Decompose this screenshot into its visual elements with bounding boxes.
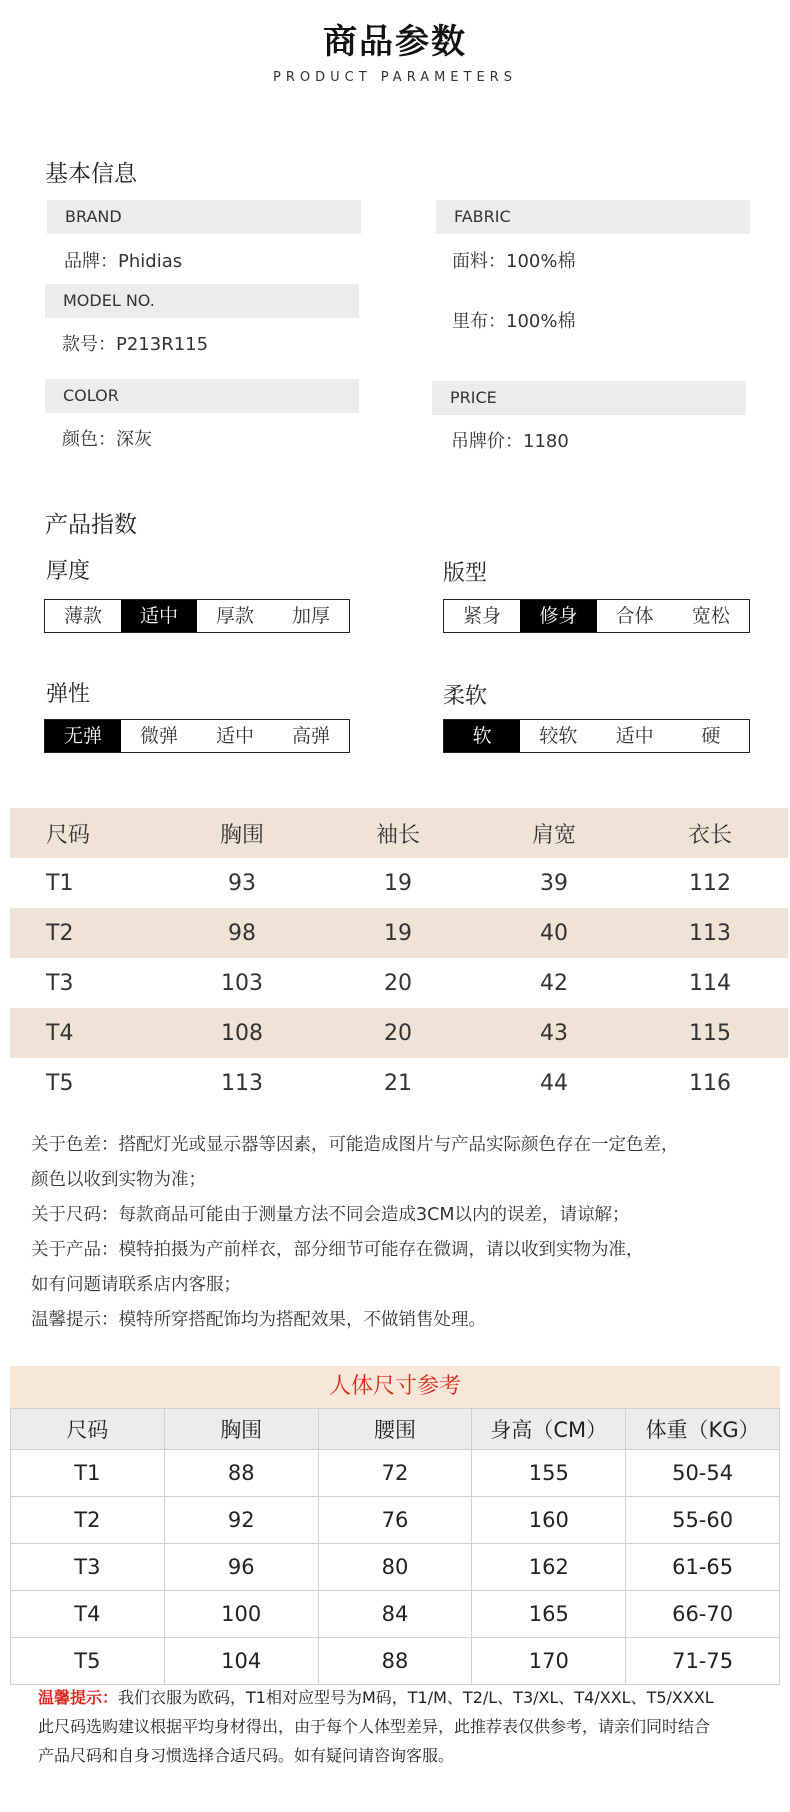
- price-value: 吊牌价：1180: [451, 431, 569, 452]
- body-cell: T1: [11, 1450, 165, 1497]
- size-cell: 40: [540, 920, 568, 946]
- notes: [31, 1128, 781, 1338]
- size-cell: 43: [540, 1020, 568, 1046]
- body-header-cell: 腰围: [318, 1409, 472, 1450]
- size-cell: 114: [689, 970, 731, 996]
- price-label: PRICE: [432, 381, 746, 415]
- size-cell: T5: [46, 1070, 74, 1096]
- size-cell: 42: [540, 970, 568, 996]
- size-cell: 115: [689, 1020, 731, 1046]
- elasticity-option: 微弹: [139, 725, 178, 747]
- fabric-label: FABRIC: [436, 200, 750, 234]
- fit-option: 修身: [520, 600, 596, 632]
- size-header-cell: 袖长: [375, 822, 420, 848]
- size-cell: 93: [228, 870, 256, 896]
- body-cell: 76: [318, 1497, 472, 1544]
- size-cell: 20: [384, 970, 412, 996]
- size-table: [10, 808, 788, 1108]
- size-cell: 108: [221, 1020, 263, 1046]
- model-value: 款号：P213R115: [62, 334, 209, 355]
- model-label: MODEL NO.: [45, 284, 359, 318]
- tip-line-1: 我们衣服为欧码，T1相对应型号为M码，T1/M、T2/L、T3/XL、T4/XXL、T5/XXXL: [118, 1688, 714, 1707]
- body-reference-title: 人体尺寸参考: [10, 1366, 780, 1408]
- body-table-row: [11, 1450, 780, 1497]
- size-cell: T1: [46, 870, 74, 896]
- size-cell: T4: [46, 1020, 74, 1046]
- size-table-row: [10, 958, 788, 1008]
- fit-option: 合体: [615, 605, 654, 627]
- body-cell: 104: [164, 1638, 318, 1685]
- size-cell: T2: [46, 920, 74, 946]
- size-table-row: [10, 858, 788, 908]
- note-line: 关于尺码：每款商品可能由于测量方法不同会造成3CM以内的误差，请谅解；: [31, 1205, 630, 1225]
- body-cell: 71-75: [626, 1638, 780, 1685]
- elasticity-option: 适中: [215, 725, 254, 747]
- body-header-cell: 身高（CM）: [472, 1409, 626, 1450]
- size-cell: 39: [540, 870, 568, 896]
- size-cell: 113: [689, 920, 731, 946]
- body-cell: 55-60: [626, 1497, 780, 1544]
- lining-value: 里布：100%棉: [452, 311, 576, 332]
- body-cell: 80: [318, 1544, 472, 1591]
- product-index-heading: 产品指数: [45, 512, 137, 538]
- elasticity-option: 高弹: [291, 725, 330, 747]
- thickness-scale: [44, 599, 350, 633]
- body-cell: T4: [11, 1591, 165, 1638]
- page-title: 商品参数: [323, 22, 467, 62]
- body-table-row: [11, 1544, 780, 1591]
- size-header-cell: 胸围: [219, 822, 264, 848]
- body-cell: 96: [164, 1544, 318, 1591]
- thickness-option: 适中: [121, 600, 197, 632]
- size-cell: 98: [228, 920, 256, 946]
- size-cell: 21: [384, 1070, 412, 1096]
- elasticity-label: 弹性: [46, 682, 91, 707]
- brand-value: 品牌：Phidias: [64, 251, 183, 272]
- size-table-row: [10, 908, 788, 958]
- body-header-cell: 胸围: [164, 1409, 318, 1450]
- body-cell: 50-54: [626, 1450, 780, 1497]
- fit-label: 版型: [443, 561, 488, 586]
- body-cell: 165: [472, 1591, 626, 1638]
- body-reference-table: [10, 1408, 780, 1685]
- body-table-row: [11, 1638, 780, 1685]
- size-cell: 44: [540, 1070, 568, 1096]
- body-cell: 162: [472, 1544, 626, 1591]
- size-header-cell: 衣长: [687, 822, 732, 848]
- size-cell: T3: [46, 970, 74, 996]
- fit-option: 宽松: [691, 605, 730, 627]
- thickness-option: 厚款: [215, 605, 254, 627]
- elasticity-scale: [44, 719, 350, 753]
- softness-option: 硬: [701, 725, 721, 747]
- size-table-row: [10, 1008, 788, 1058]
- color-label: COLOR: [45, 379, 359, 413]
- softness-option: 软: [444, 720, 520, 752]
- note-line: 温馨提示：模特所穿搭配饰均为搭配效果，不做销售处理。: [31, 1310, 486, 1330]
- softness-label: 柔软: [443, 684, 488, 709]
- body-header-cell: 体重（KG）: [626, 1409, 780, 1450]
- size-cell: 19: [384, 920, 412, 946]
- size-cell: 20: [384, 1020, 412, 1046]
- body-cell: 66-70: [626, 1591, 780, 1638]
- size-header-cell: 尺码: [46, 822, 91, 848]
- size-table-row: [10, 1058, 788, 1108]
- note-line: 如有问题请联系店内客服；: [31, 1275, 241, 1295]
- tip-line-2: 此尺码选购建议根据平均身材得出，由于每个人体型差异，此推荐表仅供参考，请亲们同时结合: [38, 1717, 711, 1736]
- body-cell: 160: [472, 1497, 626, 1544]
- note-line: 关于产品：模特拍摄为产前样衣，部分细节可能存在微调，请以收到实物为准，: [31, 1240, 644, 1260]
- body-cell: 155: [472, 1450, 626, 1497]
- body-header-cell: 尺码: [11, 1409, 165, 1450]
- size-cell: 116: [689, 1070, 731, 1096]
- softness-scale: [443, 719, 750, 753]
- body-table-row: [11, 1591, 780, 1638]
- body-cell: 84: [318, 1591, 472, 1638]
- size-table-header: [10, 808, 788, 858]
- thickness-label: 厚度: [46, 559, 91, 584]
- size-header-cell: 肩宽: [531, 822, 576, 848]
- body-cell: T5: [11, 1638, 165, 1685]
- size-cell: 112: [689, 870, 731, 896]
- body-cell: 170: [472, 1638, 626, 1685]
- note-line: 关于色差：搭配灯光或显示器等因素，可能造成图片与产品实际颜色存在一定色差，: [31, 1135, 679, 1155]
- body-cell: T3: [11, 1544, 165, 1591]
- size-cell: 103: [221, 970, 263, 996]
- size-cell: 113: [221, 1070, 263, 1096]
- softness-option: 较软: [539, 725, 578, 747]
- body-cell: 72: [318, 1450, 472, 1497]
- thickness-option: 加厚: [291, 605, 330, 627]
- tip-label: 温馨提示：: [38, 1688, 119, 1707]
- body-table-row: [11, 1497, 780, 1544]
- basic-info-heading: 基本信息: [45, 161, 137, 187]
- body-cell: 100: [164, 1591, 318, 1638]
- softness-option: 适中: [615, 725, 654, 747]
- fit-scale: [443, 599, 750, 633]
- brand-label: BRAND: [47, 200, 361, 234]
- color-value: 颜色：深灰: [62, 429, 152, 450]
- body-cell: 88: [164, 1450, 318, 1497]
- body-cell: 61-65: [626, 1544, 780, 1591]
- fit-option: 紧身: [463, 605, 502, 627]
- size-tip: [38, 1683, 778, 1770]
- elasticity-option: 无弹: [45, 720, 121, 752]
- tip-line-3: 产品尺码和自身习惯选择合适尺码。如有疑问请咨询客服。: [38, 1746, 455, 1765]
- fabric-value: 面料：100%棉: [452, 251, 576, 272]
- size-cell: 19: [384, 870, 412, 896]
- page-subtitle: PRODUCT PARAMETERS: [273, 70, 517, 85]
- note-line: 颜色以收到实物为准；: [31, 1170, 206, 1190]
- body-cell: 92: [164, 1497, 318, 1544]
- body-cell: T2: [11, 1497, 165, 1544]
- body-cell: 88: [318, 1638, 472, 1685]
- thickness-option: 薄款: [63, 605, 102, 627]
